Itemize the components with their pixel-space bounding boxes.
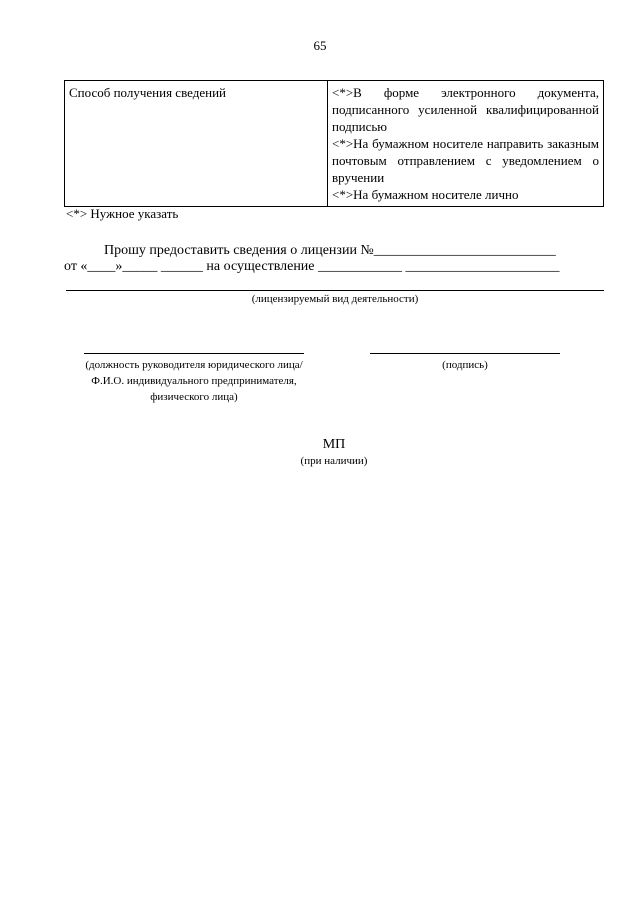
position-line [84, 353, 304, 354]
table-options-cell [328, 81, 604, 207]
option-mail: <*>На бумажном носителе направить заказным почтовым отправлением с уведомлением о вручении [332, 136, 599, 185]
info-method-table [64, 80, 604, 207]
stamp-note: (при наличии) [300, 455, 368, 467]
activity-caption: (лицензируемый вид деятельности) [251, 293, 419, 305]
request-text-line-1: Прошу предоставить сведения о лицензии №__________________________ [104, 243, 556, 258]
table-row [65, 81, 604, 207]
table-label-cell: Способ получения сведений [65, 81, 328, 207]
signature-line [370, 353, 560, 354]
option-electronic: <*>В форме электронного документа, подписанного усиленной квалифицированной подписью [332, 85, 599, 134]
position-caption: (должность руководителя юридического лица/Ф.И.О. индивидуального предпринимателя, физического лица) [85, 359, 303, 403]
signature-caption: (подпись) [442, 359, 488, 371]
stamp-label: МП [322, 437, 346, 452]
request-text-line-2: от «____»_____ ______ на осуществление ____________ ______________________ [64, 259, 560, 274]
page-number: 65 [313, 38, 327, 53]
option-in-person: <*>На бумажном носителе лично [332, 187, 519, 202]
footnote: <*> Нужное указать [66, 206, 179, 221]
